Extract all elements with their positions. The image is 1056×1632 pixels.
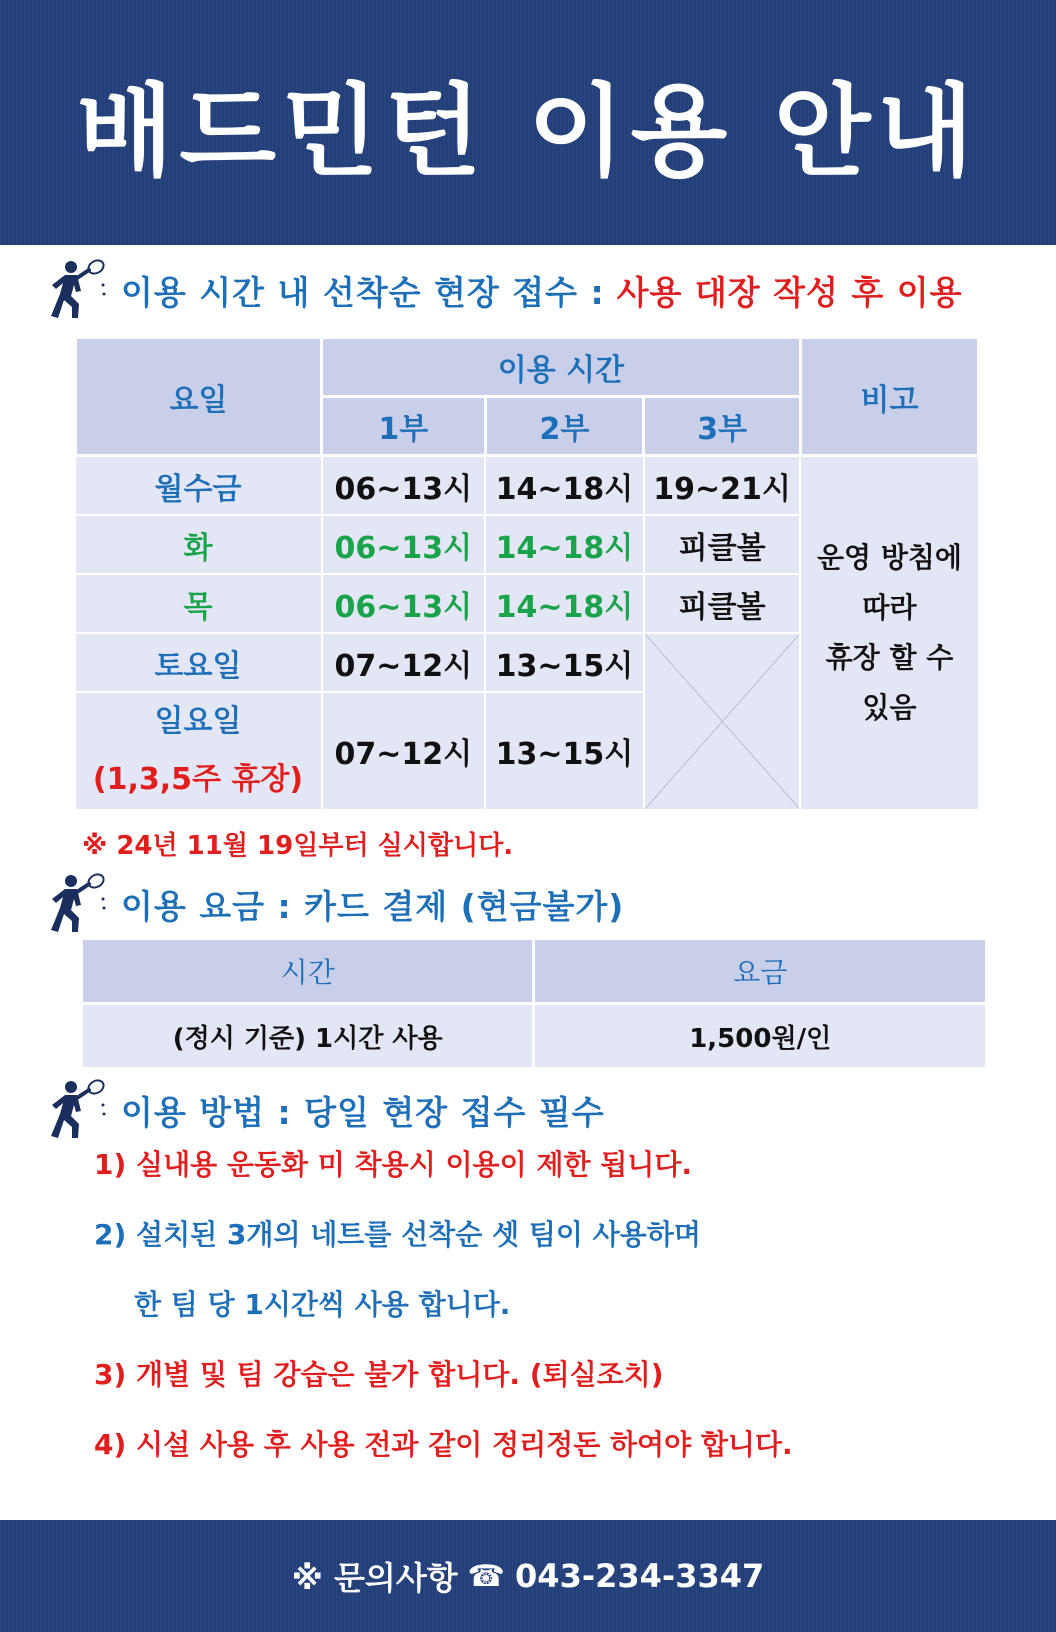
fee-time: (정시 기준) 1시간 사용 <box>82 1004 534 1069</box>
fee-header-price: 요금 <box>534 939 987 1004</box>
note-cell <box>800 456 978 811</box>
section-hours-title <box>45 258 963 322</box>
contact-label: ※ 문의사항 <box>291 1559 458 1597</box>
note-line: 휴장 할 수 <box>825 641 954 674</box>
contact-phone: 043-234-3347 <box>515 1557 765 1595</box>
contact-footer <box>0 1520 1056 1632</box>
rules-list <box>94 1140 793 1490</box>
page-title: 배드민턴 이용 안내 <box>76 72 980 190</box>
badminton-player-icon <box>45 1078 109 1142</box>
row-part-1: 06~13시 <box>322 456 486 516</box>
note-line: 있음 <box>862 691 917 724</box>
header-part-1: 1부 <box>322 397 486 456</box>
section-fee-title <box>45 872 624 936</box>
fee-table <box>80 937 988 1070</box>
list-item: 1) 실내용 운동화 미 착용시 이용이 제한 됩니다. <box>94 1148 693 1181</box>
row-day-holiday: (1,3,5주 휴장) <box>92 762 304 797</box>
schedule-table <box>74 336 980 811</box>
empty-cell-cross <box>644 633 801 810</box>
telephone-icon: ☎ <box>467 1558 506 1594</box>
header-day: 요일 <box>76 338 322 456</box>
header-time: 이용 시간 <box>322 338 801 397</box>
badminton-player-icon <box>45 258 109 322</box>
row-part-2: 13~15시 <box>485 692 644 810</box>
row-part-1: 07~12시 <box>322 692 486 810</box>
row-part-1: 07~12시 <box>322 633 486 692</box>
row-part-2: 14~18시 <box>485 456 644 516</box>
header-note: 비고 <box>800 338 978 456</box>
section-fee-label: 이용 요금 : 카드 결제 (현금불가) <box>121 886 625 926</box>
start-notice: ※ 24년 11월 19일부터 실시합니다. <box>82 831 514 861</box>
row-day: 목 <box>76 574 322 633</box>
list-item: 2) 설치된 3개의 네트를 선착순 셋 팀이 사용하며 <box>94 1218 701 1251</box>
row-day: 화 <box>76 515 322 574</box>
row-part-1: 06~13시 <box>322 515 486 574</box>
row-part-2: 14~18시 <box>485 515 644 574</box>
fee-price: 1,500원/인 <box>534 1004 987 1069</box>
row-part-3: 피클볼 <box>644 515 801 574</box>
table-row <box>76 456 979 516</box>
section-hours-highlight: 사용 대장 작성 후 이용 <box>616 272 963 312</box>
section-method-label: 이용 방법 : 당일 현장 접수 필수 <box>121 1092 605 1132</box>
list-item: 3) 개별 및 팀 강습은 불가 합니다. (퇴실조치) <box>94 1358 664 1391</box>
list-item: 4) 시설 사용 후 사용 전과 같이 정리정돈 하여야 합니다. <box>94 1428 793 1461</box>
header-part-3: 3부 <box>644 397 801 456</box>
row-day-label: 일요일 <box>154 704 242 739</box>
note-line: 따라 <box>862 591 917 624</box>
row-part-3: 19~21시 <box>644 456 801 516</box>
row-part-3: 피클볼 <box>644 574 801 633</box>
badminton-player-icon <box>45 872 109 936</box>
list-item: 한 팀 당 1시간씩 사용 합니다. <box>134 1288 511 1321</box>
row-day: 월수금 <box>76 456 322 516</box>
row-part-2: 14~18시 <box>485 574 644 633</box>
section-hours-label: 이용 시간 내 선착순 현장 접수 : <box>121 272 605 312</box>
row-day: 토요일 <box>76 633 322 692</box>
section-method-title <box>45 1078 605 1142</box>
note-line: 운영 방침에 <box>816 541 962 574</box>
title-banner <box>0 0 1056 245</box>
table-row <box>82 1004 987 1069</box>
row-part-1: 06~13시 <box>322 574 486 633</box>
row-day <box>76 692 322 810</box>
header-part-2: 2부 <box>485 397 644 456</box>
fee-header-time: 시간 <box>82 939 534 1004</box>
row-part-2: 13~15시 <box>485 633 644 692</box>
